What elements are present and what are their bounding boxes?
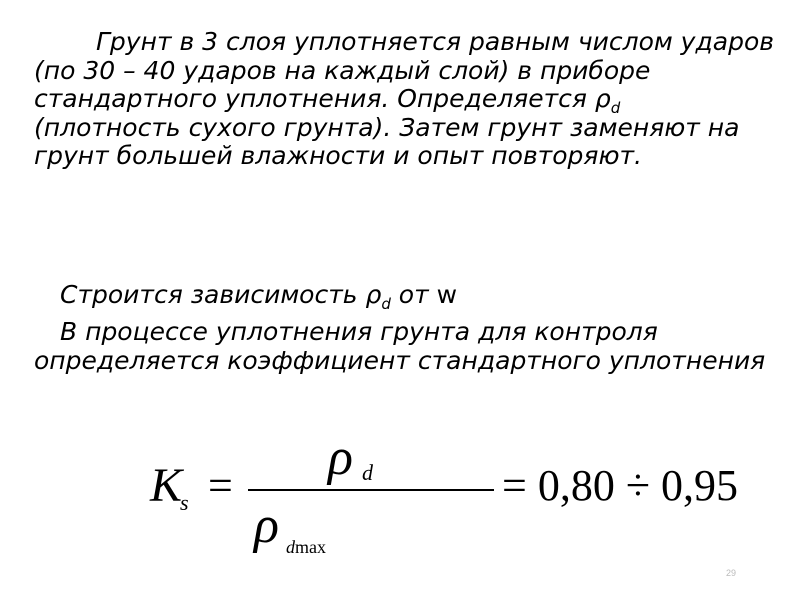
subscript-d: d (381, 295, 391, 313)
page-number: 29 (726, 568, 737, 578)
formula-denominator-subscript (286, 538, 326, 556)
paragraph-text: Грунт в 3 слоя уплотняется равным числом ударов (по 30 – 40 ударов на каждый слой) в приборе стандартного уплотнения. Определяется ρ (34, 27, 774, 113)
paragraph-coefficient (34, 318, 774, 375)
formula-numerator-subscript: d (362, 460, 373, 485)
fraction-bar (248, 489, 494, 491)
formula-K-subscript: s (180, 490, 189, 515)
paragraph-text: В процессе уплотнения грунта для контроля определяется коэффициент стандартного уплотнения (34, 317, 766, 375)
paragraph-text-tail: (плотность сухого грунта). Затем грунт заменяют на грунт большей влажности и опыт повторяют. (34, 112, 740, 170)
formula-denominator-sub-d: d (286, 537, 295, 557)
variable-w: w (436, 280, 458, 309)
paragraph-text-mid: от (390, 280, 437, 309)
formula-K: K (150, 459, 183, 512)
formula-denominator-sub-max: max (295, 537, 326, 557)
paragraph-text: Строится зависимость ρ (60, 280, 382, 309)
formula-equals: = (208, 461, 233, 510)
compaction-coefficient-formula (150, 429, 738, 560)
formula-range: = 0,80 ÷ 0,95 (502, 461, 738, 510)
paragraph-dependency (34, 280, 774, 313)
formula-numerator-rho: ρ (328, 429, 353, 486)
formula-denominator-rho: ρ (254, 497, 279, 554)
subscript-d: d (610, 99, 621, 117)
paragraph-compaction-procedure (34, 28, 774, 171)
